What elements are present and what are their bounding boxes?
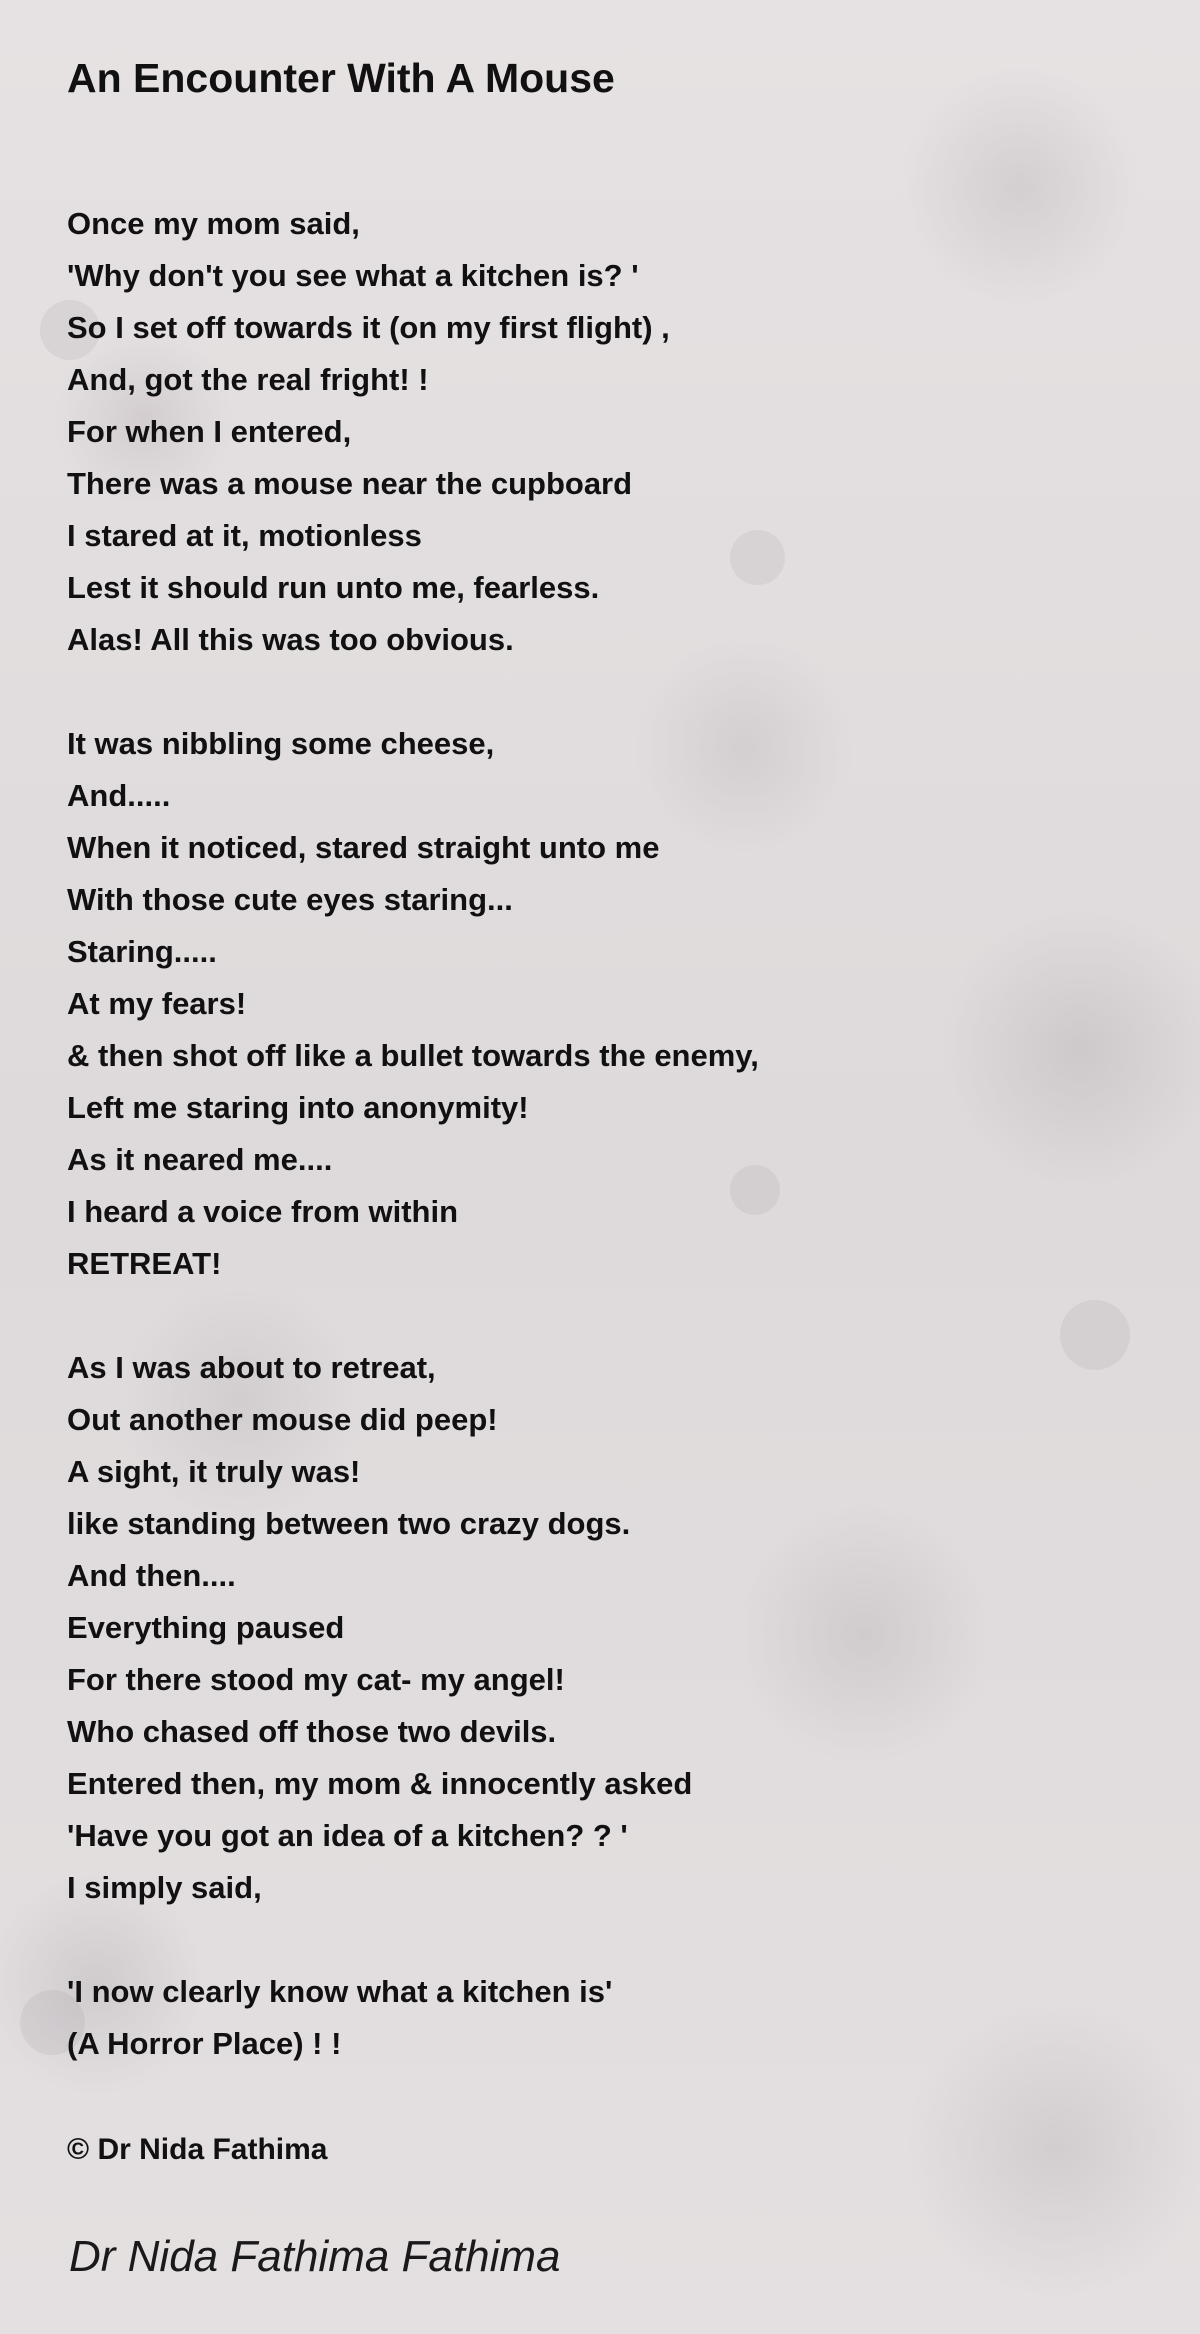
- poem-line: Entered then, my mom & innocently asked: [67, 1766, 693, 1801]
- poem-line: Once my mom said,: [67, 206, 360, 241]
- poem-line: A sight, it truly was!: [67, 1454, 361, 1489]
- poem-line: As it neared me....: [67, 1142, 333, 1177]
- poem-body: [67, 198, 1147, 2070]
- stanza-2: [67, 718, 1147, 1290]
- poem-line: There was a mouse near the cupboard: [67, 466, 633, 501]
- poem-line: I simply said,: [67, 1870, 262, 1905]
- poem-line: Out another mouse did peep!: [67, 1402, 498, 1437]
- poem-page: [67, 50, 1147, 2122]
- poem-line: Everything paused: [67, 1610, 345, 1645]
- poem-line: So I set off towards it (on my first flight) ,: [67, 310, 670, 345]
- stanza-3: [67, 1342, 1147, 1914]
- poem-line: For there stood my cat- my angel!: [67, 1662, 565, 1697]
- author-signature: Dr Nida Fathima Fathima: [69, 2232, 561, 2281]
- poem-line: Who chased off those two devils.: [67, 1714, 557, 1749]
- poem-line: Lest it should run unto me, fearless.: [67, 570, 600, 605]
- stanza-1: [67, 198, 1147, 666]
- poem-line: When it noticed, stared straight unto me: [67, 830, 660, 865]
- poem-line: RETREAT!: [67, 1246, 222, 1281]
- poem-line: (A Horror Place) ! !: [67, 2026, 342, 2061]
- poem-line: like standing between two crazy dogs.: [67, 1506, 631, 1541]
- poem-line: Left me staring into anonymity!: [67, 1090, 529, 1125]
- poem-line: 'Have you got an idea of a kitchen? ? ': [67, 1818, 628, 1853]
- poem-line: And then....: [67, 1558, 236, 1593]
- poem-line: As I was about to retreat,: [67, 1350, 436, 1385]
- poem-line: I heard a voice from within: [67, 1194, 459, 1229]
- poem-line: And, got the real fright! !: [67, 362, 429, 397]
- poem-line: And.....: [67, 778, 171, 813]
- poem-line: With those cute eyes staring...: [67, 882, 513, 917]
- poem-line: At my fears!: [67, 986, 247, 1021]
- poem-line: 'Why don't you see what a kitchen is? ': [67, 258, 639, 293]
- poem-line: & then shot off like a bullet towards the enemy,: [67, 1038, 759, 1073]
- poem-line: Alas! All this was too obvious.: [67, 622, 514, 657]
- poem-line: For when I entered,: [67, 414, 352, 449]
- stanza-4: [67, 1966, 1147, 2070]
- poem-title: An Encounter With A Mouse: [67, 55, 615, 101]
- poem-line: Staring.....: [67, 934, 217, 969]
- copyright-notice: © Dr Nida Fathima: [67, 2133, 328, 2166]
- poem-line: 'I now clearly know what a kitchen is': [67, 1974, 613, 2009]
- poem-line: It was nibbling some cheese,: [67, 726, 495, 761]
- poem-line: I stared at it, motionless: [67, 518, 422, 553]
